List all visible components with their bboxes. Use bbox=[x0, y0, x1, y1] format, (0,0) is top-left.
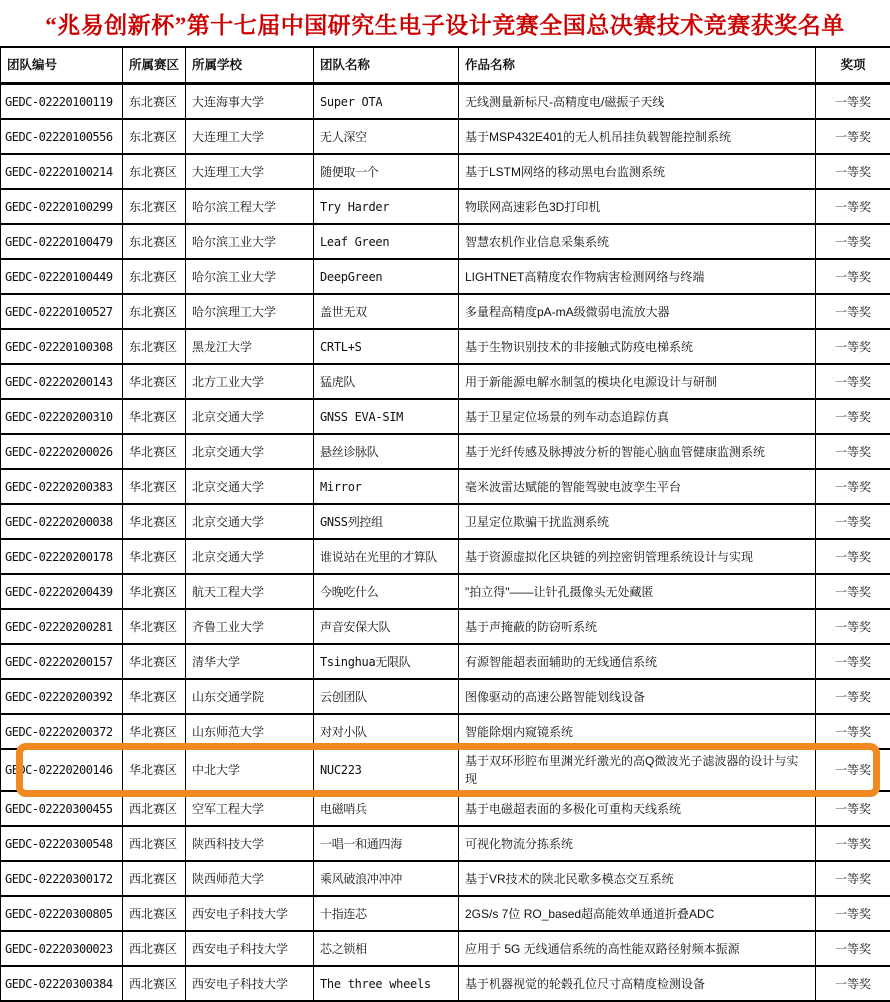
team-name-cell: Tsinghua无限队 bbox=[314, 644, 459, 679]
school-cell: 山东交通学院 bbox=[186, 679, 314, 714]
team-name-cell: 悬丝诊脉队 bbox=[314, 434, 459, 469]
work-title-cell: LIGHTNET高精度农作物病害检测网络与终端 bbox=[459, 259, 816, 294]
award-cell: 一等奖 bbox=[816, 749, 890, 791]
school-cell: 北京交通大学 bbox=[186, 539, 314, 574]
work-title-cell: 基于MSP432E401的无人机吊挂负载智能控制系统 bbox=[459, 119, 816, 154]
work-title-cell: 基于LSTM网络的移动黑电台监测系统 bbox=[459, 154, 816, 189]
table-row bbox=[1, 329, 890, 364]
region-cell: 华北赛区 bbox=[123, 714, 186, 749]
table-row bbox=[1, 749, 890, 791]
award-cell: 一等奖 bbox=[816, 826, 890, 861]
award-cell: 一等奖 bbox=[816, 189, 890, 224]
team-id-cell: GEDC-02220100119 bbox=[1, 84, 123, 120]
work-title-cell: 智能除烟内窥镜系统 bbox=[459, 714, 816, 749]
award-cell: 一等奖 bbox=[816, 224, 890, 259]
region-cell: 西北赛区 bbox=[123, 791, 186, 826]
work-title-cell: 多量程高精度pA-mA级微弱电流放大器 bbox=[459, 294, 816, 329]
table-row bbox=[1, 966, 890, 1001]
award-table bbox=[0, 46, 890, 1002]
work-title-cell: 可视化物流分拣系统 bbox=[459, 826, 816, 861]
region-cell: 西北赛区 bbox=[123, 966, 186, 1001]
team-id-cell: GEDC-02220300384 bbox=[1, 966, 123, 1001]
work-title-cell: 图像驱动的高速公路智能划线设备 bbox=[459, 679, 816, 714]
page-title: “兆易创新杯”第十七届中国研究生电子设计竞赛全国总决赛技术竞赛获奖名单 bbox=[0, 0, 890, 46]
team-name-cell: Leaf Green bbox=[314, 224, 459, 259]
table-row bbox=[1, 364, 890, 399]
header-row bbox=[1, 47, 890, 84]
region-cell: 东北赛区 bbox=[123, 329, 186, 364]
team-id-cell: GEDC-02220100308 bbox=[1, 329, 123, 364]
work-title-cell: 毫米波雷达赋能的智能驾驶电波孪生平台 bbox=[459, 469, 816, 504]
team-name-cell: 云创团队 bbox=[314, 679, 459, 714]
team-id-cell: GEDC-02220100527 bbox=[1, 294, 123, 329]
work-title-cell: 智慧农机作业信息采集系统 bbox=[459, 224, 816, 259]
team-id-cell: GEDC-02220100299 bbox=[1, 189, 123, 224]
work-title-cell: 物联网高速彩色3D打印机 bbox=[459, 189, 816, 224]
table-row bbox=[1, 679, 890, 714]
award-cell: 一等奖 bbox=[816, 399, 890, 434]
region-cell: 东北赛区 bbox=[123, 259, 186, 294]
region-cell: 西北赛区 bbox=[123, 896, 186, 931]
region-cell: 东北赛区 bbox=[123, 189, 186, 224]
table-row bbox=[1, 574, 890, 609]
team-id-cell: GEDC-02220200038 bbox=[1, 504, 123, 539]
region-cell: 西北赛区 bbox=[123, 861, 186, 896]
work-title-cell: 基于卫星定位场景的列车动态追踪仿真 bbox=[459, 399, 816, 434]
team-id-cell: GEDC-02220300455 bbox=[1, 791, 123, 826]
team-name-cell: 无人深空 bbox=[314, 119, 459, 154]
school-cell: 西安电子科技大学 bbox=[186, 966, 314, 1001]
award-cell: 一等奖 bbox=[816, 504, 890, 539]
table-row bbox=[1, 399, 890, 434]
work-title-cell: 基于VR技术的陕北民歌多模态交互系统 bbox=[459, 861, 816, 896]
award-cell: 一等奖 bbox=[816, 539, 890, 574]
team-name-cell: 今晚吃什么 bbox=[314, 574, 459, 609]
award-cell: 一等奖 bbox=[816, 84, 890, 120]
team-name-cell: 猛虎队 bbox=[314, 364, 459, 399]
work-title-cell: 基于声掩蔽的防窃听系统 bbox=[459, 609, 816, 644]
award-cell: 一等奖 bbox=[816, 966, 890, 1001]
header-team-name: 团队名称 bbox=[314, 47, 459, 84]
team-id-cell: GEDC-02220200372 bbox=[1, 714, 123, 749]
work-title-cell: "拍立得"——让针孔摄像头无处藏匿 bbox=[459, 574, 816, 609]
team-id-cell: GEDC-02220100214 bbox=[1, 154, 123, 189]
header-award: 奖项 bbox=[816, 47, 890, 84]
school-cell: 陕西科技大学 bbox=[186, 826, 314, 861]
region-cell: 东北赛区 bbox=[123, 154, 186, 189]
table-row bbox=[1, 644, 890, 679]
award-cell: 一等奖 bbox=[816, 644, 890, 679]
table-row bbox=[1, 791, 890, 826]
team-name-cell: NUC223 bbox=[314, 749, 459, 791]
school-cell: 哈尔滨工业大学 bbox=[186, 259, 314, 294]
team-id-cell: GEDC-02220300805 bbox=[1, 896, 123, 931]
school-cell: 大连海事大学 bbox=[186, 84, 314, 120]
award-cell: 一等奖 bbox=[816, 469, 890, 504]
school-cell: 哈尔滨工业大学 bbox=[186, 224, 314, 259]
table-row bbox=[1, 154, 890, 189]
work-title-cell: 基于双环形腔布里渊光纤激光的高Q微波光子滤波器的设计与实现 bbox=[459, 749, 816, 791]
table-row bbox=[1, 504, 890, 539]
region-cell: 华北赛区 bbox=[123, 539, 186, 574]
team-name-cell: Try Harder bbox=[314, 189, 459, 224]
team-id-cell: GEDC-02220200439 bbox=[1, 574, 123, 609]
region-cell: 东北赛区 bbox=[123, 119, 186, 154]
team-name-cell: 十指连芯 bbox=[314, 896, 459, 931]
school-cell: 西安电子科技大学 bbox=[186, 931, 314, 966]
table-row bbox=[1, 469, 890, 504]
school-cell: 齐鲁工业大学 bbox=[186, 609, 314, 644]
header-team-id: 团队编号 bbox=[1, 47, 123, 84]
award-cell: 一等奖 bbox=[816, 434, 890, 469]
region-cell: 华北赛区 bbox=[123, 644, 186, 679]
table-row bbox=[1, 931, 890, 966]
region-cell: 华北赛区 bbox=[123, 574, 186, 609]
award-cell: 一等奖 bbox=[816, 931, 890, 966]
table-row bbox=[1, 259, 890, 294]
region-cell: 华北赛区 bbox=[123, 749, 186, 791]
team-name-cell: GNSS EVA-SIM bbox=[314, 399, 459, 434]
region-cell: 华北赛区 bbox=[123, 434, 186, 469]
work-title-cell: 无线测量新标尺-高精度电/磁振子天线 bbox=[459, 84, 816, 120]
award-cell: 一等奖 bbox=[816, 896, 890, 931]
award-cell: 一等奖 bbox=[816, 119, 890, 154]
award-cell: 一等奖 bbox=[816, 154, 890, 189]
award-cell: 一等奖 bbox=[816, 364, 890, 399]
region-cell: 华北赛区 bbox=[123, 679, 186, 714]
work-title-cell: 基于光纤传感及脉搏波分析的智能心脑血管健康监测系统 bbox=[459, 434, 816, 469]
award-cell: 一等奖 bbox=[816, 861, 890, 896]
award-cell: 一等奖 bbox=[816, 714, 890, 749]
team-id-cell: GEDC-02220300023 bbox=[1, 931, 123, 966]
school-cell: 陕西师范大学 bbox=[186, 861, 314, 896]
table-row bbox=[1, 896, 890, 931]
school-cell: 北京交通大学 bbox=[186, 399, 314, 434]
team-name-cell: 盖世无双 bbox=[314, 294, 459, 329]
header-work-title: 作品名称 bbox=[459, 47, 816, 84]
school-cell: 黑龙江大学 bbox=[186, 329, 314, 364]
team-name-cell: CRTL+S bbox=[314, 329, 459, 364]
school-cell: 北方工业大学 bbox=[186, 364, 314, 399]
table-row bbox=[1, 434, 890, 469]
team-name-cell: Super OTA bbox=[314, 84, 459, 120]
team-id-cell: GEDC-02220100556 bbox=[1, 119, 123, 154]
work-title-cell: 基于电磁超表面的多极化可重构天线系统 bbox=[459, 791, 816, 826]
header-school: 所属学校 bbox=[186, 47, 314, 84]
table-row bbox=[1, 294, 890, 329]
table-row bbox=[1, 539, 890, 574]
work-title-cell: 2GS/s 7位 RO_based超高能效单通道折叠ADC bbox=[459, 896, 816, 931]
award-cell: 一等奖 bbox=[816, 574, 890, 609]
table-row bbox=[1, 609, 890, 644]
school-cell: 北京交通大学 bbox=[186, 434, 314, 469]
school-cell: 哈尔滨理工大学 bbox=[186, 294, 314, 329]
award-cell: 一等奖 bbox=[816, 609, 890, 644]
award-table-body bbox=[1, 84, 890, 1002]
team-name-cell: 谁说站在光里的才算队 bbox=[314, 539, 459, 574]
team-id-cell: GEDC-02220200392 bbox=[1, 679, 123, 714]
work-title-cell: 卫星定位欺骗干扰监测系统 bbox=[459, 504, 816, 539]
region-cell: 华北赛区 bbox=[123, 504, 186, 539]
team-id-cell: GEDC-02220200143 bbox=[1, 364, 123, 399]
school-cell: 中北大学 bbox=[186, 749, 314, 791]
table-header bbox=[1, 47, 890, 84]
school-cell: 空军工程大学 bbox=[186, 791, 314, 826]
school-cell: 北京交通大学 bbox=[186, 504, 314, 539]
table-row bbox=[1, 714, 890, 749]
team-name-cell: 声音安保大队 bbox=[314, 609, 459, 644]
region-cell: 东北赛区 bbox=[123, 294, 186, 329]
region-cell: 西北赛区 bbox=[123, 826, 186, 861]
team-id-cell: GEDC-02220200383 bbox=[1, 469, 123, 504]
region-cell: 东北赛区 bbox=[123, 224, 186, 259]
team-name-cell: Mirror bbox=[314, 469, 459, 504]
team-id-cell: GEDC-02220200157 bbox=[1, 644, 123, 679]
work-title-cell: 用于新能源电解水制氢的模块化电源设计与研制 bbox=[459, 364, 816, 399]
region-cell: 华北赛区 bbox=[123, 609, 186, 644]
award-cell: 一等奖 bbox=[816, 679, 890, 714]
team-id-cell: GEDC-02220200281 bbox=[1, 609, 123, 644]
team-id-cell: GEDC-02220200178 bbox=[1, 539, 123, 574]
team-id-cell: GEDC-02220200310 bbox=[1, 399, 123, 434]
team-name-cell: 对对小队 bbox=[314, 714, 459, 749]
team-name-cell: 芯之锁相 bbox=[314, 931, 459, 966]
award-cell: 一等奖 bbox=[816, 294, 890, 329]
team-name-cell: GNSS列控组 bbox=[314, 504, 459, 539]
work-title-cell: 基于机器视觉的轮毂孔位尺寸高精度检测设备 bbox=[459, 966, 816, 1001]
team-name-cell: 乘风破浪冲冲冲 bbox=[314, 861, 459, 896]
table-row bbox=[1, 84, 890, 120]
school-cell: 北京交通大学 bbox=[186, 469, 314, 504]
school-cell: 航天工程大学 bbox=[186, 574, 314, 609]
team-name-cell: 一唱一和通四海 bbox=[314, 826, 459, 861]
school-cell: 清华大学 bbox=[186, 644, 314, 679]
work-title-cell: 基于资源虚拟化区块链的列控密钥管理系统设计与实现 bbox=[459, 539, 816, 574]
school-cell: 大连理工大学 bbox=[186, 154, 314, 189]
header-region: 所属赛区 bbox=[123, 47, 186, 84]
team-id-cell: GEDC-02220200026 bbox=[1, 434, 123, 469]
award-cell: 一等奖 bbox=[816, 791, 890, 826]
region-cell: 华北赛区 bbox=[123, 469, 186, 504]
work-title-cell: 有源智能超表面辅助的无线通信系统 bbox=[459, 644, 816, 679]
award-cell: 一等奖 bbox=[816, 329, 890, 364]
region-cell: 华北赛区 bbox=[123, 364, 186, 399]
school-cell: 哈尔滨工程大学 bbox=[186, 189, 314, 224]
table-row bbox=[1, 224, 890, 259]
team-id-cell: GEDC-02220300172 bbox=[1, 861, 123, 896]
region-cell: 华北赛区 bbox=[123, 399, 186, 434]
table-row bbox=[1, 826, 890, 861]
table-row bbox=[1, 861, 890, 896]
school-cell: 西安电子科技大学 bbox=[186, 896, 314, 931]
award-cell: 一等奖 bbox=[816, 259, 890, 294]
region-cell: 西北赛区 bbox=[123, 931, 186, 966]
work-title-cell: 应用于 5G 无线通信系统的高性能双路径射频本振源 bbox=[459, 931, 816, 966]
team-id-cell: GEDC-02220100449 bbox=[1, 259, 123, 294]
region-cell: 东北赛区 bbox=[123, 84, 186, 120]
work-title-cell: 基于生物识别技术的非接触式防疫电梯系统 bbox=[459, 329, 816, 364]
school-cell: 大连理工大学 bbox=[186, 119, 314, 154]
team-id-cell: GEDC-02220100479 bbox=[1, 224, 123, 259]
school-cell: 山东师范大学 bbox=[186, 714, 314, 749]
team-id-cell: GEDC-02220300548 bbox=[1, 826, 123, 861]
team-name-cell: DeepGreen bbox=[314, 259, 459, 294]
team-name-cell: The three wheels bbox=[314, 966, 459, 1001]
table-row bbox=[1, 119, 890, 154]
team-name-cell: 随便取一个 bbox=[314, 154, 459, 189]
team-name-cell: 电磁哨兵 bbox=[314, 791, 459, 826]
table-row bbox=[1, 189, 890, 224]
team-id-cell: GEDC-02220200146 bbox=[1, 749, 123, 791]
